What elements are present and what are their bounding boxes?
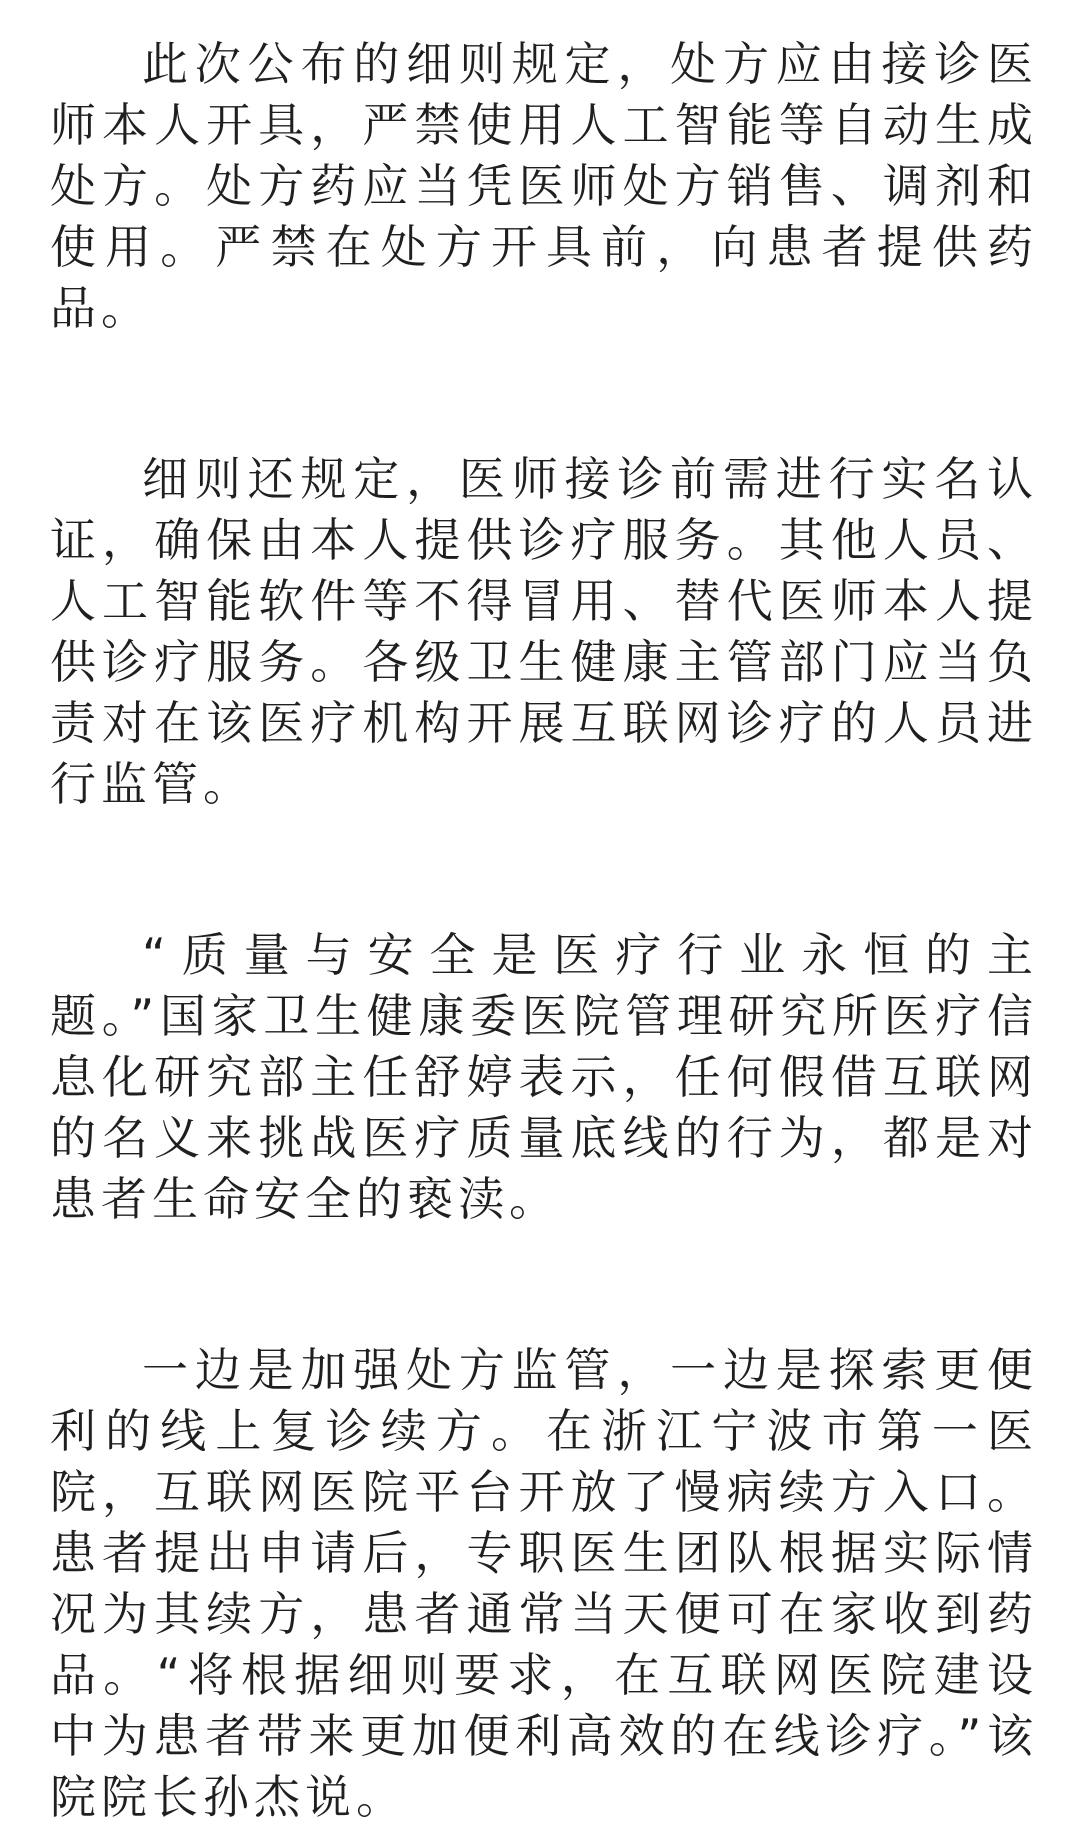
paragraph-prescription-rules: 此次公布的细则规定，处方应由接诊医师本人开具，严禁使用人工智能等自动生成处方。处方药应当凭医师处方销售、调剂和使用。严禁在处方开具前，向患者提供药品。 bbox=[50, 37, 1038, 335]
paragraph-hospital-example: 一边是加强处方监管，一边是探索更便利的线上复诊续方。在浙江宁波市第一医院，互联网医院平台开放了慢病续方入口。患者提出申请后，专职医生团队根据实际情况为其续方，患者通常当天便可在家收到药品。“将根据细则要求，在互联网医院建设中为患者带来更加便利高效的在线诊疗。”该院院长孙杰说。 bbox=[50, 1343, 1038, 1824]
article-body bbox=[50, 34, 1038, 1828]
paragraph-real-name-verification: 细则还规定，医师接诊前需进行实名认证，确保由本人提供诊疗服务。其他人员、人工智能软件等不得冒用、替代医师本人提供诊疗服务。各级卫生健康主管部门应当负责对在该医疗机构开展互联网诊疗的人员进行监管。 bbox=[50, 452, 1038, 811]
paragraph-expert-quote: “质量与安全是医疗行业永恒的主题。”国家卫生健康委医院管理研究所医疗信息化研究部主任舒婷表示，任何假借互联网的名义来挑战医疗质量底线的行为，都是对患者生命安全的亵渎。 bbox=[50, 928, 1038, 1226]
